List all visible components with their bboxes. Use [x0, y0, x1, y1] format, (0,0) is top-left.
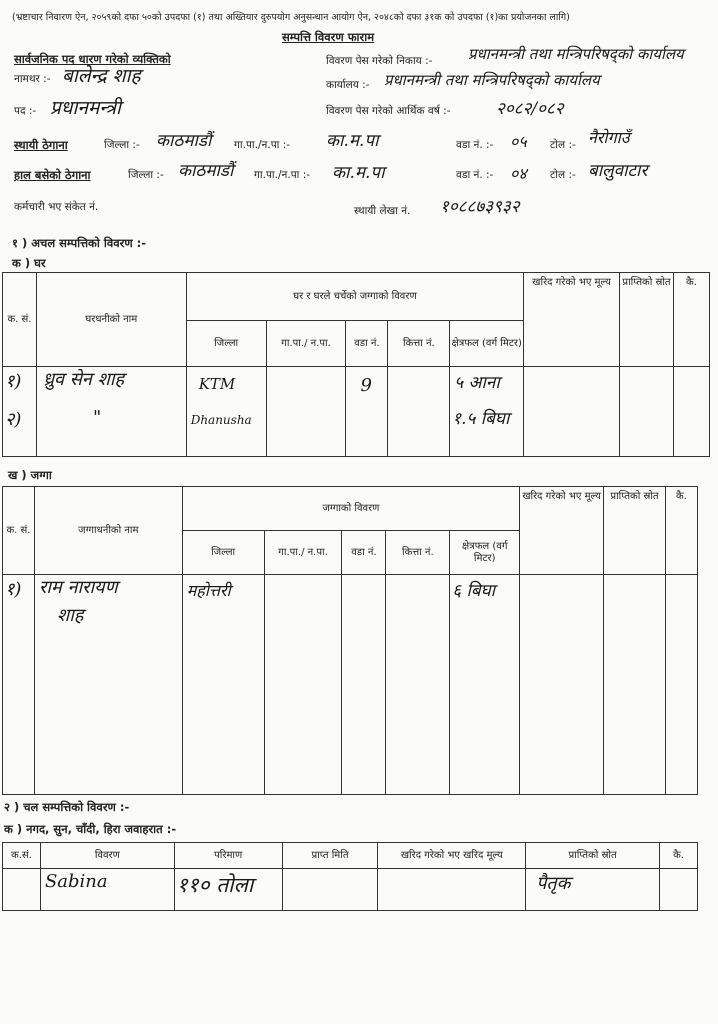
house-row1-ward: 9 — [360, 375, 372, 396]
house-row2-district: Dhanusha — [190, 413, 252, 427]
house-row2-owner: " — [92, 407, 102, 428]
land-header-sn: क. सं. — [3, 487, 35, 575]
table-row — [524, 367, 620, 457]
table-row — [3, 575, 35, 795]
perm-municipality-value: का.म.पा — [326, 131, 379, 151]
land-header-plot: कित्ता नं. — [386, 531, 450, 575]
land-table — [2, 486, 698, 795]
land-header-source: प्राप्तिको स्रोत — [604, 487, 666, 575]
table-row — [386, 575, 450, 795]
cash-header-date: प्राप्त मिति — [282, 843, 378, 869]
land-header-group: जग्गाको विवरण — [182, 487, 519, 531]
table-row — [378, 869, 526, 911]
land-row1-sn: १) — [5, 579, 22, 600]
house-table — [2, 272, 710, 457]
house-header-source: प्राप्तिको स्रोत — [620, 273, 674, 367]
cash-header-sn: क.सं. — [3, 843, 41, 869]
table-row — [3, 869, 41, 911]
land-row1-owner-line1: राम नारायण — [38, 577, 118, 598]
table-row — [673, 367, 709, 457]
perm-municipality-label: गा.पा./न.पा :- — [234, 139, 291, 151]
land-header-ward: वडा नं. — [342, 531, 386, 575]
table-row — [174, 869, 282, 911]
cur-district-value: काठमाडौं — [178, 161, 234, 181]
employee-code-label: कर्मचारी भए संकेत नं. — [14, 201, 99, 213]
house-header-sn: क. सं. — [3, 273, 37, 367]
pan-label: स्थायी लेखा नं. — [354, 205, 411, 217]
table-row — [264, 575, 342, 795]
section1-title: १ ) अचल सम्पत्तिको विवरण :- — [12, 236, 147, 250]
land-subtitle: ख ) जग्गा — [8, 468, 52, 482]
house-header-remarks: कै. — [673, 273, 709, 367]
land-row1-area: ६ बिघा — [452, 581, 496, 601]
land-header-owner: जग्गाधनीको नाम — [34, 487, 182, 575]
house-row1-sn: १) — [5, 371, 22, 392]
cash-subtitle: क ) नगद, सुन, चाँदी, हिरा जवाहरात :- — [4, 822, 177, 836]
submitting-body-label: विवरण पेस गरेको निकाय :- — [326, 55, 433, 67]
table-row — [346, 367, 388, 457]
house-header-municipality: गा.पा./ न.पा. — [266, 321, 346, 367]
fiscal-year-value: २०८२/०८२ — [496, 99, 564, 119]
table-row — [342, 575, 386, 795]
house-subtitle: क ) घर — [12, 256, 46, 270]
cash-row1-source: पैतृक — [536, 873, 571, 894]
table-row — [34, 575, 182, 795]
permanent-address-label: स्थायी ठेगाना — [14, 138, 68, 152]
table-row — [388, 367, 450, 457]
table-row — [36, 367, 186, 457]
land-row1-district: महोत्तरी — [186, 581, 231, 600]
house-header-district: जिल्ला — [186, 321, 266, 367]
cash-row1-quantity: ११० तोला — [176, 873, 254, 897]
house-header-group: घर र घरले चर्चेको जग्गाको विवरण — [186, 273, 523, 321]
table-row — [266, 367, 346, 457]
section2-title: २ ) चल सम्पत्तिको विवरण :- — [4, 800, 130, 814]
perm-tole-label: टोल :- — [550, 139, 576, 151]
land-header-area: क्षेत्रफल (वर्ग मिटर) — [450, 531, 520, 575]
fiscal-year-label: विवरण पेस गरेको आर्थिक वर्ष :- — [326, 105, 451, 117]
table-row — [520, 575, 604, 795]
house-header-area: क्षेत्रफल (वर्ग मिटर) — [450, 321, 524, 367]
table-row — [660, 869, 698, 911]
table-row — [450, 575, 520, 795]
house-row2-sn: २) — [5, 409, 22, 430]
form-title: सम्पत्ति विवरण फाराम — [282, 30, 375, 44]
cur-municipality-label: गा.पा./न.पा :- — [254, 169, 311, 181]
table-row — [40, 869, 174, 911]
perm-ward-label: वडा नं. :- — [456, 139, 494, 151]
table-row — [620, 367, 674, 457]
house-row1-owner: ध्रुव सेन शाह — [42, 369, 125, 390]
name-value: बालेन्द्र शाह — [62, 65, 141, 87]
table-row — [282, 869, 378, 911]
pan-value: १०८८७३९३२ — [440, 197, 520, 217]
table-row — [182, 575, 264, 795]
land-header-remarks: कै. — [665, 487, 697, 575]
cash-header-price: खरिद गरेको भए खरिद मूल्य — [378, 843, 526, 869]
cur-ward-label: वडा नं. :- — [456, 169, 494, 181]
current-address-label: हाल बसेको ठेगाना — [14, 168, 91, 182]
perm-tole-value: नैरोगाउँ — [588, 128, 630, 147]
cash-header-remarks: कै. — [660, 843, 698, 869]
perm-district-value: काठमाडौं — [156, 131, 212, 151]
cur-tole-value: बालुवाटार — [588, 161, 648, 181]
perm-ward-value: ०५ — [510, 132, 527, 151]
land-header-price: खरिद गरेको भए मूल्य — [520, 487, 604, 575]
land-row1-owner-line2: शाह — [56, 605, 84, 626]
cash-table — [2, 842, 698, 911]
cur-district-label: जिल्ला :- — [128, 169, 164, 181]
cur-municipality-value: का.म.पा — [332, 163, 385, 183]
house-header-ward: वडा नं. — [346, 321, 388, 367]
land-header-municipality: गा.पा./ न.पा. — [264, 531, 342, 575]
perm-district-label: जिल्ला :- — [104, 139, 140, 151]
office-label: कार्यालय :- — [326, 79, 370, 91]
table-row — [186, 367, 266, 457]
cash-header-source: प्राप्तिको स्रोत — [526, 843, 660, 869]
house-header-plot: कित्ता नं. — [388, 321, 450, 367]
table-row — [3, 367, 37, 457]
table-row — [526, 869, 660, 911]
cash-row1-description: Sabina — [44, 871, 108, 892]
table-row — [604, 575, 666, 795]
legal-note: (भ्रष्टाचार निवारण ऐन, २०५९को दफा ५०को उपदफा (१) तथा अख्तियार दुरुपयोग अनुसन्धान आयोग ऐन, २०४८को दफा ३१क को उपदफा (१)का प्रयोजनका लागि) — [12, 12, 570, 23]
submitting-body-value: प्रधानमन्त्री तथा मन्त्रिपरिषद्को कार्यालय — [468, 45, 684, 63]
cash-header-quantity: परिमाण — [174, 843, 282, 869]
cur-tole-label: टोल :- — [550, 169, 576, 181]
table-row — [450, 367, 524, 457]
house-row2-area: १.५ बिघा — [452, 409, 510, 429]
post-value: प्रधानमन्त्री — [50, 97, 121, 119]
house-row1-area: ५ आना — [454, 373, 500, 393]
house-row1-district: KTM — [198, 375, 236, 393]
post-label: पद :- — [14, 105, 37, 117]
house-header-price: खरिद गरेको भए मूल्य — [524, 273, 620, 367]
table-row — [665, 575, 697, 795]
office-value: प्रधानमन्त्री तथा मन्त्रिपरिषद्को कार्यालय — [384, 71, 600, 89]
cash-header-description: विवरण — [40, 843, 174, 869]
person-section-label: सार्वजनिक पद धारण गरेको व्यक्तिको — [14, 52, 171, 66]
house-header-owner: घरधनीको नाम — [36, 273, 186, 367]
name-label: नामथर :- — [14, 73, 51, 85]
land-header-district: जिल्ला — [182, 531, 264, 575]
cur-ward-value: ०४ — [510, 164, 527, 183]
